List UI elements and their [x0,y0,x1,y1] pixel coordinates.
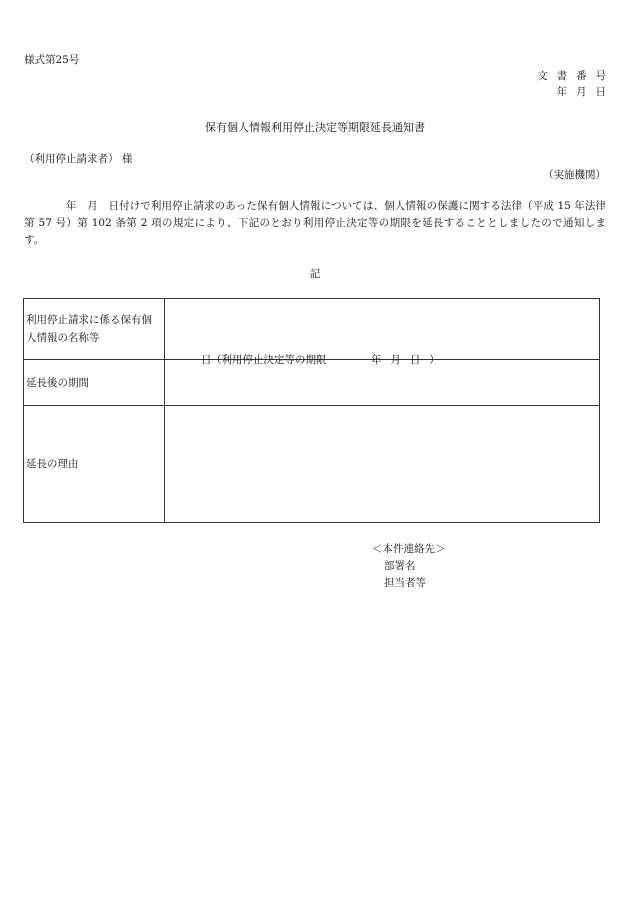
table-row [24,406,600,523]
table-row [24,360,600,406]
body-paragraph: 年 月 日付けで利用停止請求のあった保有個人情報については、個人情報の保護に関する法律（平成 15 年法律第 57 号）第 102 条第 2 項の規定により、下記のとおり利用停止決定等の期限を延長することとしましたので通知します。 [24,200,606,246]
period-deadline-date: 年月日） [371,354,449,366]
implementing-agency: （実施機関） [543,169,606,181]
notice-table [23,298,600,523]
period-day-text: 日 [201,354,212,366]
form-number: 様式第25号 [24,54,80,66]
extension-reason-value[interactable] [165,406,600,523]
contact-heading: ＜本件連絡先＞ [372,543,446,555]
extended-period-value[interactable] [165,354,600,406]
contact-person: 担当者等 [384,577,426,589]
addressee: （利用停止請求者） 様 [24,153,133,165]
period-deadline-text: （利用停止決定等の期限 [211,354,327,366]
contact-block [372,541,446,592]
ki-heading: 記 [309,268,321,280]
extended-period-label: 延長後の期間 [24,360,165,406]
contact-department: 部署名 [384,560,416,572]
extension-reason-label: 延長の理由 [24,406,165,523]
date-label: 年月日 [556,86,615,98]
document-number-label: 文書番号 [537,70,615,82]
personal-info-name-label: 利用停止請求に係る保有個人情報の名称等 [24,299,165,360]
document-title: 保有個人情報利用停止決定等期限延長通知書 [205,121,425,134]
